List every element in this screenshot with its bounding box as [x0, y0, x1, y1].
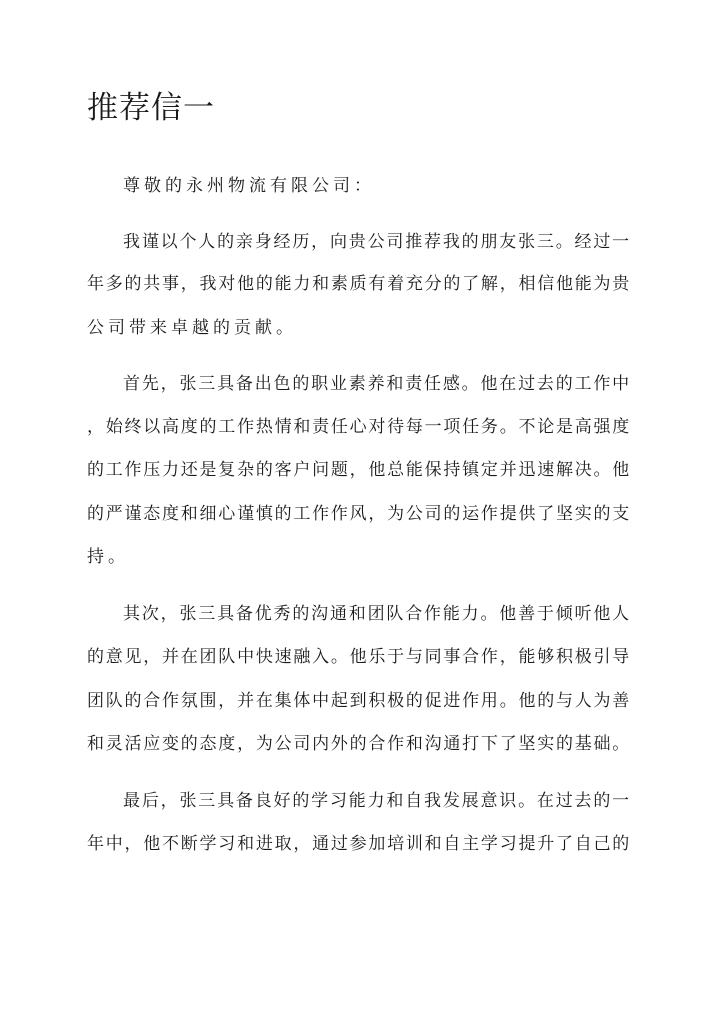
paragraph-1-line-1: 我谨以个人的亲身经历，向贵公司推荐我的朋友张三。经过一 [123, 232, 631, 252]
paragraph-2-line-1: 首先，张三具备出色的职业素养和责任感。他在过去的工作中 [123, 374, 631, 394]
document-title: 推荐信一 [87, 90, 215, 126]
paragraph-4-line-1: 最后，张三具备良好的学习能力和自我发展意识。在过去的一 [123, 791, 631, 811]
paragraph-2-line-3: 的工作压力还是复杂的客户问题，他总能保持镇定并迅速解决。他 [87, 460, 631, 480]
paragraph-1-line-2: 年多的共事，我对他的能力和素质有着充分的了解，相信他能为贵 [87, 274, 631, 294]
paragraph-3-line-1: 其次，张三具备优秀的沟通和团队合作能力。他善于倾听他人 [123, 604, 631, 624]
paragraph-2-line-2: ，始终以高度的工作热情和责任心对待每一项任务。不论是高强度 [87, 417, 631, 437]
salutation: 尊敬的永州物流有限公司： [123, 176, 375, 196]
paragraph-3-line-2: 的意见，并在团队中快速融入。他乐于与同事合作，能够积极引导 [87, 647, 631, 667]
paragraph-4-line-2: 年中，他不断学习和进取，通过参加培训和自主学习提升了自己的 [87, 834, 631, 854]
paragraph-2-line-4: 的严谨态度和细心谨慎的工作作风，为公司的运作提供了坚实的支 [87, 504, 631, 524]
paragraph-2-line-5: 持。 [87, 547, 129, 567]
paragraph-1-line-3: 公司带来卓越的贡献。 [87, 318, 297, 338]
paragraph-3-line-3: 团队的合作氛围，并在集体中起到积极的促进作用。他的与人为善 [87, 691, 631, 711]
paragraph-3-line-4: 和灵活应变的态度，为公司内外的合作和沟通打下了坚实的基础。 [87, 734, 631, 754]
